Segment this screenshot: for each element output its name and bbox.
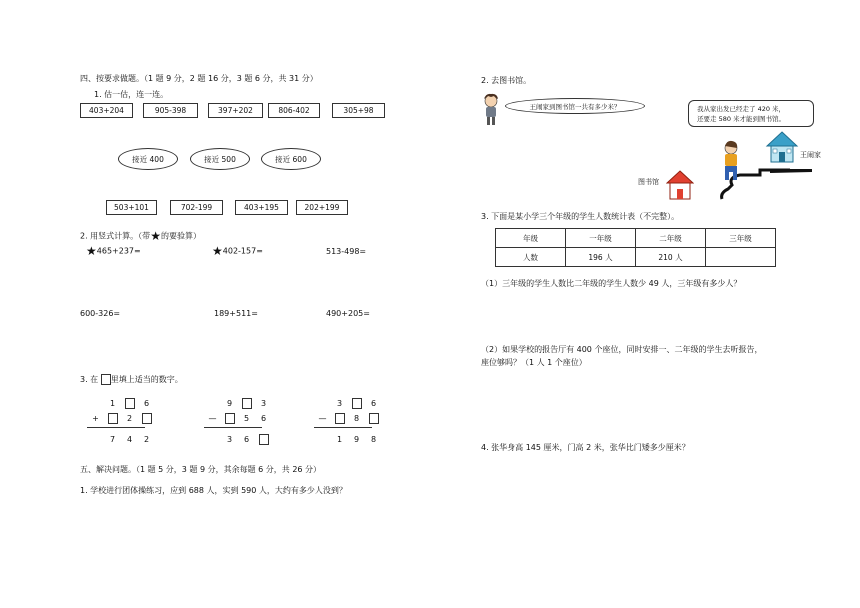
library-house-icon	[666, 170, 694, 202]
vertical-problem-1: 1 6 + 2 7 4 2	[87, 396, 155, 447]
wang-home-label: 王闹家	[800, 151, 821, 159]
oval-near-600: 接近 600	[261, 148, 321, 170]
table-cell: 一年级	[566, 229, 636, 248]
right-q4: 4. 张华身高 145 厘米，门高 2 米，张华比门矮多少厘米？	[481, 443, 690, 452]
sub-question-1: （1）三年级的学生人数比二年级的学生人数少 49 人，三年级有多少人？	[481, 279, 742, 288]
calc-5: 189+511=	[214, 309, 258, 318]
estimate-box-3: 397+202	[208, 103, 263, 118]
library-label: 图书馆	[638, 178, 659, 186]
calc-2: ★402-157=	[212, 244, 263, 258]
estimate-box-8: 403+195	[235, 200, 288, 215]
q3-title: 3. 在 里填上适当的数字。	[80, 375, 183, 384]
blank-box[interactable]	[242, 398, 252, 409]
blank-box[interactable]	[125, 398, 135, 409]
blank-box[interactable]	[259, 434, 269, 445]
speech-bubble-question: 王闹家到图书馆一共有多少米？	[505, 98, 645, 114]
oval-near-400: 接近 400	[118, 148, 178, 170]
calc-3: 513-498=	[326, 247, 367, 256]
boy-icon	[478, 92, 504, 128]
star-icon: ★	[86, 244, 97, 258]
table-row	[496, 229, 776, 248]
speech-bubble-walker: 我从家出发已经走了 420 米， 还要走 580 米才能到图书馆。	[688, 100, 814, 127]
blank-box[interactable]	[335, 413, 345, 424]
table-cell: 二年级	[636, 229, 706, 248]
blank-box[interactable]	[225, 413, 235, 424]
estimate-box-6: 503+101	[106, 200, 157, 215]
estimate-box-7: 702-199	[170, 200, 223, 215]
right-q3-title: 3. 下面是某小学三个年级的学生人数统计表（不完整）。	[481, 212, 680, 221]
table-cell: 人数	[496, 248, 566, 267]
estimate-box-1: 403+204	[80, 103, 133, 118]
section4-title: 四、按要求做题。（1 题 9 分，2 题 16 分，3 题 6 分，共 31 分）	[80, 74, 318, 83]
estimate-box-4: 806-402	[268, 103, 320, 118]
blank-box[interactable]	[142, 413, 152, 424]
estimate-box-5: 305+98	[332, 103, 385, 118]
star-icon: ★	[212, 244, 223, 258]
vertical-problem-2: 9 3 — 5 6 3 6	[204, 396, 272, 447]
q1-title: 1. 估一估，连一连。	[94, 90, 169, 99]
calc-1: ★465+237=	[86, 244, 141, 258]
table-cell: 196 人	[566, 248, 636, 267]
wang-house-icon	[765, 130, 799, 166]
table-row	[496, 248, 776, 267]
blank-box	[101, 374, 111, 385]
blank-box[interactable]	[108, 413, 118, 424]
estimate-box-9: 202+199	[296, 200, 348, 215]
blank-box[interactable]	[369, 413, 379, 424]
table-cell: 210 人	[636, 248, 706, 267]
calc-4: 600-326=	[80, 309, 121, 318]
blank-box[interactable]	[352, 398, 362, 409]
section5-title: 五、解决问题。（1 题 5 分，3 题 9 分，其余每题 6 分，共 26 分）	[80, 465, 322, 474]
vertical-problem-3: 3 6 — 8 1 9 8	[314, 396, 382, 447]
sub-question-2-line1: （2）如果学校的报告厅有 400 个座位，同时安排一、二年级的学生去听报告，	[481, 345, 763, 354]
grade-stats-table	[495, 228, 776, 267]
estimate-box-2: 905-398	[143, 103, 198, 118]
q2-title: 2. 用竖式计算。（带★的要验算）	[80, 229, 201, 243]
oval-near-500: 接近 500	[190, 148, 250, 170]
table-cell: 三年级	[706, 229, 776, 248]
table-cell[interactable]	[706, 248, 776, 267]
table-cell: 年级	[496, 229, 566, 248]
star-icon: ★	[150, 229, 161, 243]
calc-6: 490+205=	[326, 309, 370, 318]
right-q2-title: 2. 去图书馆。	[481, 76, 532, 85]
sub-question-2-line2: 座位够吗？（1 人 1 个座位）	[481, 358, 587, 367]
section5-q1: 1. 学校进行团体操练习，应到 688 人，实到 590 人，大约有多少人没到？	[80, 486, 347, 495]
walking-child-icon	[716, 140, 746, 182]
